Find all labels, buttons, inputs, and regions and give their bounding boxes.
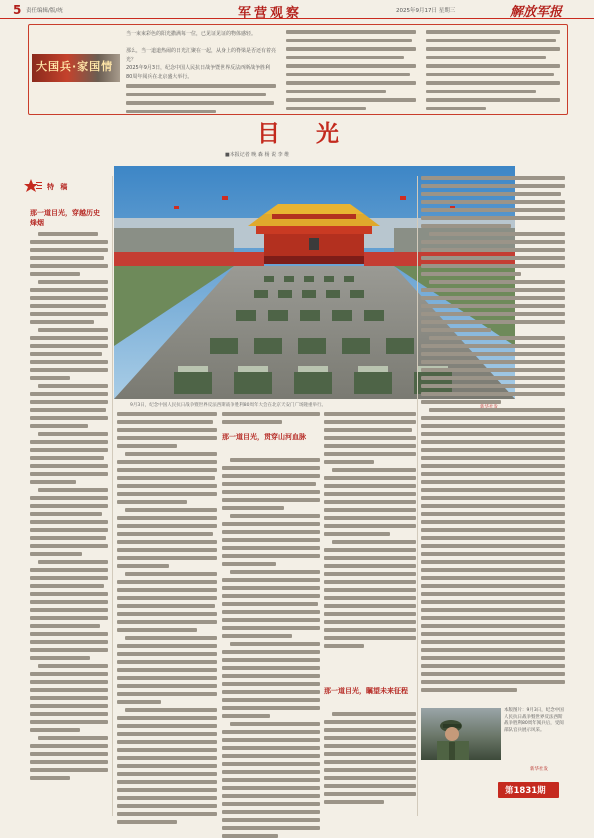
lead-text-column-3 — [426, 30, 560, 110]
page-info: 责任编辑/版/统 — [26, 8, 63, 14]
soldier-illustration — [421, 708, 501, 760]
issue-number: 第1831期 — [505, 786, 546, 796]
page-number: 5 — [13, 3, 22, 17]
series-banner-title: 大国兵·家国情 — [36, 60, 114, 73]
side-photo-caption: 本版图片：9月3日，纪念中国人民抗日战争暨世界反法西斯战争胜利80周年阅兵后，受阅部队官兵展示风采。 — [504, 708, 564, 733]
photo-caption: 9月3日，纪念中国人民抗日战争暨世界反法西斯战争胜利80周年大会在北京天安门广场隆重举行。 — [130, 403, 326, 408]
section-heading-1: 那一道目光，穿越历史烽烟 — [30, 209, 100, 227]
issue-date: 2025年9月17日 星期三 — [396, 8, 456, 14]
article-byline: ■本报记者 晚 森 杨 说 李 维 — [225, 152, 290, 158]
column-3-text — [222, 458, 320, 838]
feature-label: 特 稿 — [47, 183, 70, 191]
column-4-text — [324, 412, 416, 652]
column-3-top-text — [222, 412, 320, 428]
right-column-text — [421, 176, 565, 692]
section-title: 军营观察 — [238, 6, 303, 21]
star-emblem-icon — [24, 178, 42, 194]
section-heading-2: 那一道目光，贯穿山河血脉 — [222, 433, 306, 441]
lead-text-column-1 — [126, 84, 276, 113]
column-2-text — [117, 412, 217, 824]
lead-paragraph-1: 当一束束彩色的阳光撒满每一位，已见证见证的物体感轻。 — [126, 31, 257, 37]
left-column-text — [30, 232, 108, 780]
section-heading-3: 那一道目光，瞩望未来征程 — [324, 687, 408, 695]
lead-text-column-2 — [286, 30, 416, 110]
lead-paragraph-3: 2025年9月3日，纪念中国人民抗日战争暨世界反法西斯战争胜利80周年阅兵在北京盛大举行。 — [126, 65, 271, 80]
column-4-bottom-text — [324, 712, 416, 804]
column-divider — [112, 176, 113, 816]
column-divider-right — [417, 176, 418, 816]
masthead-logo: 解放军报 — [510, 5, 563, 20]
bottom-photo-credit: 新华社发 — [530, 767, 548, 772]
article-title: 目 光 — [257, 121, 354, 147]
lead-paragraph-2: 那么，当一道道热闹的日光汇聚在一起，从身上的脊梁是否还有着亮光？ — [126, 48, 277, 63]
soldier-photo — [421, 708, 501, 760]
